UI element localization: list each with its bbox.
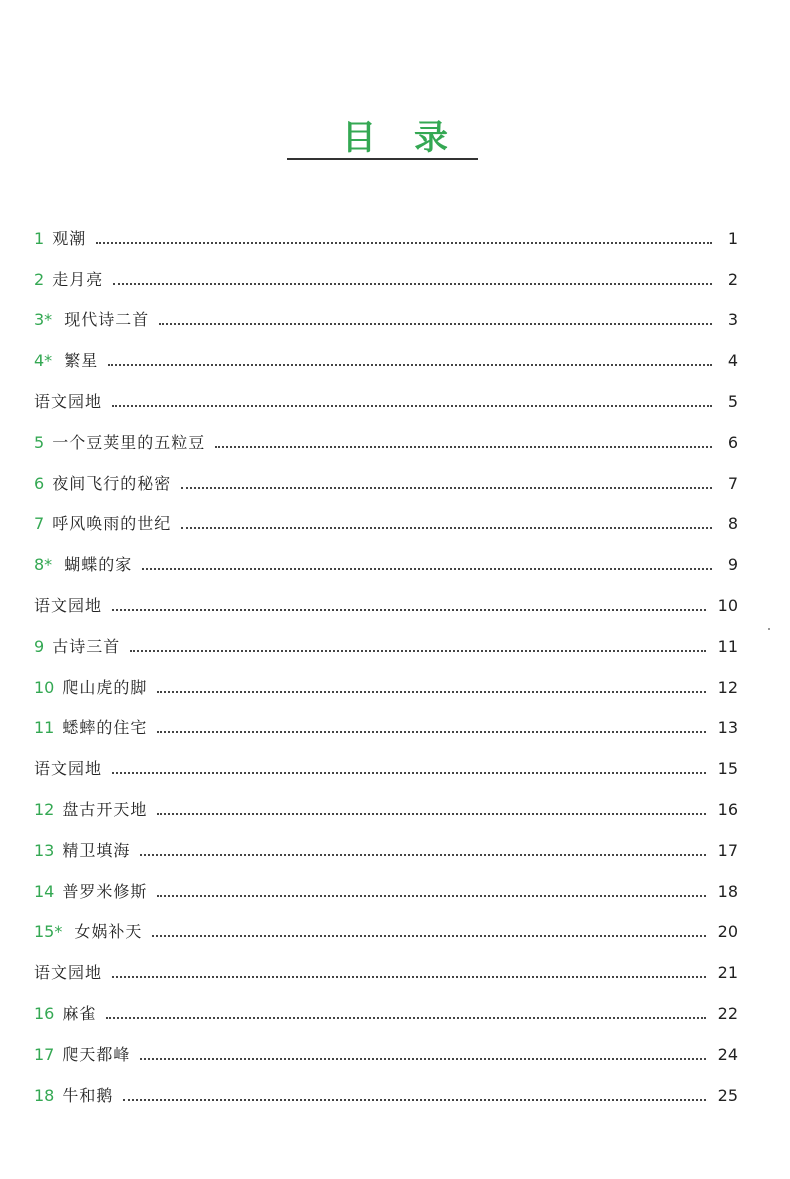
lesson-number: 6 <box>34 473 45 493</box>
page-number: 25 <box>717 1085 738 1105</box>
toc-entry[interactable] <box>34 698 738 739</box>
lesson-title: 语文园地 <box>34 595 103 615</box>
page-number: 2 <box>727 269 738 289</box>
lesson-title: 语文园地 <box>34 391 103 411</box>
lesson-number: 17 <box>34 1044 55 1064</box>
title-wrap <box>0 118 790 158</box>
lesson-title: 一个豆荚里的五粒豆 <box>52 432 206 452</box>
toc-entry[interactable] <box>34 290 738 331</box>
toc-entry[interactable] <box>34 453 738 494</box>
lesson-title: 观潮 <box>52 228 87 248</box>
toc-entry[interactable] <box>34 249 738 290</box>
toc-entry[interactable] <box>34 208 738 249</box>
toc-entry[interactable] <box>34 575 738 616</box>
dot-leader <box>112 609 706 611</box>
page-number: 11 <box>717 636 738 656</box>
lesson-title: 普罗米修斯 <box>62 881 148 901</box>
lesson-number: 10 <box>34 677 55 697</box>
lesson-number: 5 <box>34 432 45 452</box>
dot-leader <box>112 405 712 407</box>
lesson-number: 16 <box>34 1003 55 1023</box>
dot-leader <box>96 242 712 244</box>
page-number: 18 <box>717 881 738 901</box>
dot-leader <box>159 323 712 325</box>
page-number: 16 <box>717 799 738 819</box>
lesson-title: 古诗三首 <box>52 636 121 656</box>
lesson-title: 蟋蟀的住宅 <box>62 718 148 738</box>
dot-leader <box>157 731 705 733</box>
scan-speck <box>768 628 770 630</box>
toc-entry[interactable] <box>34 861 738 902</box>
lesson-number: 12 <box>34 799 55 819</box>
lesson-title: 精卫填海 <box>62 840 131 860</box>
dot-leader <box>157 691 705 693</box>
page-number: 22 <box>717 1003 738 1023</box>
lesson-title: 麻雀 <box>62 1003 97 1023</box>
page-number: 4 <box>727 351 738 371</box>
lesson-title: 语文园地 <box>34 759 103 779</box>
lesson-title: 爬天都峰 <box>62 1044 131 1064</box>
dot-leader <box>113 283 712 285</box>
page-number: 15 <box>717 759 738 779</box>
dot-leader <box>112 976 706 978</box>
lesson-number: 4* <box>34 351 53 371</box>
lesson-number: 7 <box>34 514 45 534</box>
lesson-title: 语文园地 <box>34 963 103 983</box>
lesson-number: 18 <box>34 1085 55 1105</box>
dot-leader <box>157 813 705 815</box>
dot-leader <box>140 854 705 856</box>
toc-entry[interactable] <box>34 983 738 1024</box>
toc-entry[interactable] <box>34 902 738 943</box>
page-number: 5 <box>727 391 738 411</box>
dot-leader <box>181 527 712 529</box>
lesson-number: 1 <box>34 228 45 248</box>
dot-leader <box>157 895 705 897</box>
toc-entry[interactable] <box>34 412 738 453</box>
dot-leader <box>106 1017 705 1019</box>
lesson-title: 繁星 <box>64 351 99 371</box>
page-number: 20 <box>717 922 738 942</box>
lesson-title: 女娲补天 <box>74 922 143 942</box>
toc-entry[interactable] <box>34 1024 738 1065</box>
dot-leader <box>123 1099 705 1101</box>
page-number: 17 <box>717 840 738 860</box>
page-number: 13 <box>717 718 738 738</box>
lesson-title: 牛和鹅 <box>62 1085 114 1105</box>
lesson-number: 2 <box>34 269 45 289</box>
title-underline <box>287 158 478 160</box>
lesson-title: 呼风唤雨的世纪 <box>52 514 172 534</box>
page-number: 24 <box>717 1044 738 1064</box>
toc-entry[interactable] <box>34 779 738 820</box>
page-number: 3 <box>727 310 738 330</box>
lesson-number: 15* <box>34 922 63 942</box>
page-number: 9 <box>727 555 738 575</box>
page-number: 12 <box>717 677 738 697</box>
lesson-title: 现代诗二首 <box>64 310 150 330</box>
dot-leader <box>140 1058 705 1060</box>
dot-leader <box>130 650 705 652</box>
lesson-title: 蝴蝶的家 <box>64 555 133 575</box>
lesson-number: 14 <box>34 881 55 901</box>
dot-leader <box>142 568 712 570</box>
toc-entry[interactable] <box>34 1065 738 1106</box>
lesson-title: 走月亮 <box>52 269 104 289</box>
toc-entry[interactable] <box>34 820 738 861</box>
lesson-title: 爬山虎的脚 <box>62 677 148 697</box>
lesson-number: 8* <box>34 555 53 575</box>
lesson-number: 9 <box>34 636 45 656</box>
dot-leader <box>181 487 712 489</box>
toc-entry[interactable] <box>34 330 738 371</box>
dot-leader <box>112 772 706 774</box>
dot-leader <box>152 935 705 937</box>
dot-leader <box>215 446 712 448</box>
toc-entry[interactable] <box>34 534 738 575</box>
table-of-contents <box>34 208 738 1106</box>
toc-entry[interactable] <box>34 738 738 779</box>
lesson-title: 夜间飞行的秘密 <box>52 473 172 493</box>
lesson-number: 11 <box>34 718 55 738</box>
toc-entry[interactable] <box>34 371 738 412</box>
lesson-number: 13 <box>34 840 55 860</box>
toc-entry[interactable] <box>34 942 738 983</box>
toc-entry[interactable] <box>34 616 738 657</box>
toc-entry[interactable] <box>34 657 738 698</box>
page-number: 10 <box>717 595 738 615</box>
lesson-number: 3* <box>34 310 53 330</box>
page-number: 21 <box>717 963 738 983</box>
page-number: 8 <box>727 514 738 534</box>
dot-leader <box>108 364 712 366</box>
page-title: 目录 <box>342 118 486 158</box>
page-number: 7 <box>727 473 738 493</box>
lesson-title: 盘古开天地 <box>62 799 148 819</box>
toc-entry[interactable] <box>34 494 738 535</box>
page-number: 6 <box>727 432 738 452</box>
page-number: 1 <box>727 228 738 248</box>
